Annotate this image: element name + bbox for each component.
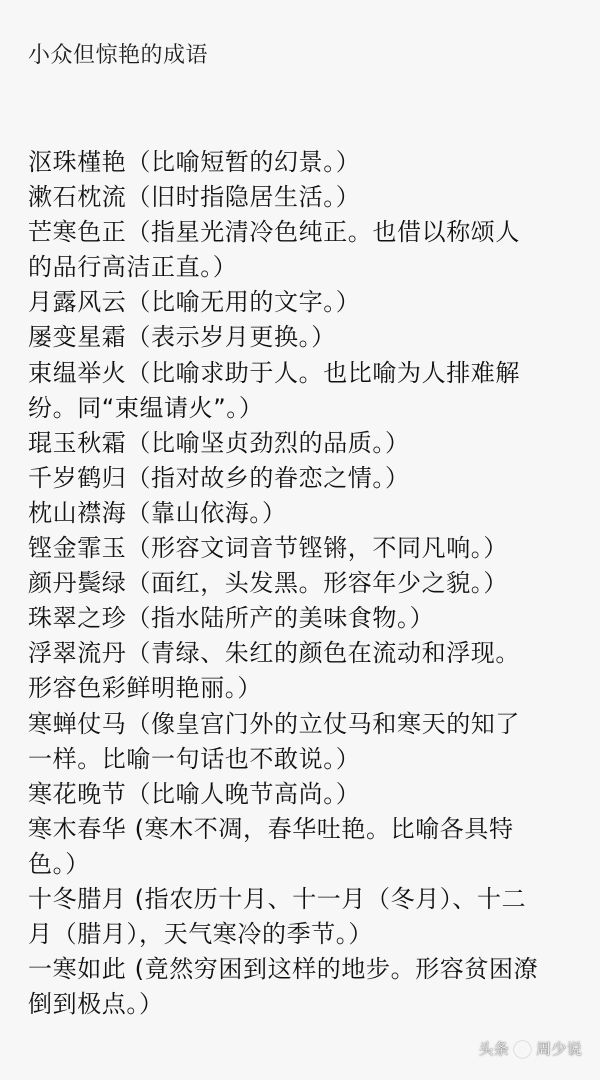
- text-line: 月（腊月），天气寒冷的季节。）: [28, 920, 373, 949]
- idiom-list: [28, 145, 578, 1022]
- text-line: 形容色彩鲜明艳丽。）: [28, 674, 262, 703]
- document-title: 小众但惊艳的成语: [28, 43, 209, 68]
- text-line: 琨玉秋霜（比喻坚贞劲烈的品质。）: [28, 428, 410, 457]
- text-line: 枕山襟海（靠山依海。）: [28, 498, 287, 527]
- text-line: 色。）: [28, 849, 90, 878]
- text-line: 浮翠流丹（青绿、朱红的颜色在流动和浮现。: [28, 639, 520, 668]
- text-line: 一样。比喻一句话也不敢说。）: [28, 744, 361, 773]
- text-line: 珠翠之珍（指水陆所产的美味食物。）: [28, 604, 435, 633]
- text-line: 束缊举火（比喻求助于人。也比喻为人排难解: [28, 358, 520, 387]
- text-line: 月露风云（比喻无用的文字。）: [28, 288, 361, 317]
- text-line: 的品行高洁正直。）: [28, 253, 238, 282]
- text-line: 纷。同“束缊请火”。）: [28, 393, 264, 422]
- text-line: 寒花晚节（比喻人晚节高尚。）: [28, 779, 361, 808]
- text-line: 倒到极点。）: [28, 990, 164, 1019]
- text-line: 屡变星霜（表示岁月更换。）: [28, 323, 336, 352]
- text-line: 铿金霏玉（形容文词音节铿锵，不同凡响。）: [28, 534, 508, 563]
- text-line: 颜丹鬓绿（面红，头发黑。形容年少之貌。）: [28, 569, 508, 598]
- text-line: 芒寒色正（指星光清冷色纯正。也借以称颂人: [28, 218, 520, 247]
- watermark-author: 周少说: [536, 1040, 582, 1058]
- text-line: 漱石枕流（旧时指隐居生活。）: [28, 183, 361, 212]
- text-line: 十冬腊月 (指农历十月、十一月（冬月）、十二: [28, 884, 527, 913]
- text-line: 沤珠槿艳（比喻短暂的幻景。）: [28, 148, 361, 176]
- watermark-prefix: 头条: [478, 1040, 510, 1058]
- text-line: 寒木春华 (寒木不凋，春华吐艳。比喻各具特: [28, 814, 514, 843]
- text-line: 千岁鹤归（指对故乡的眷恋之情。）: [28, 463, 410, 492]
- text-line: 寒蝉仗马（像皇宫门外的立仗马和寒天的知了: [28, 709, 520, 738]
- text-line: 一寒如此 (竟然穷困到这样的地步。形容贫困潦: [28, 955, 539, 984]
- at-icon: [514, 1041, 531, 1058]
- watermark: [478, 1040, 582, 1058]
